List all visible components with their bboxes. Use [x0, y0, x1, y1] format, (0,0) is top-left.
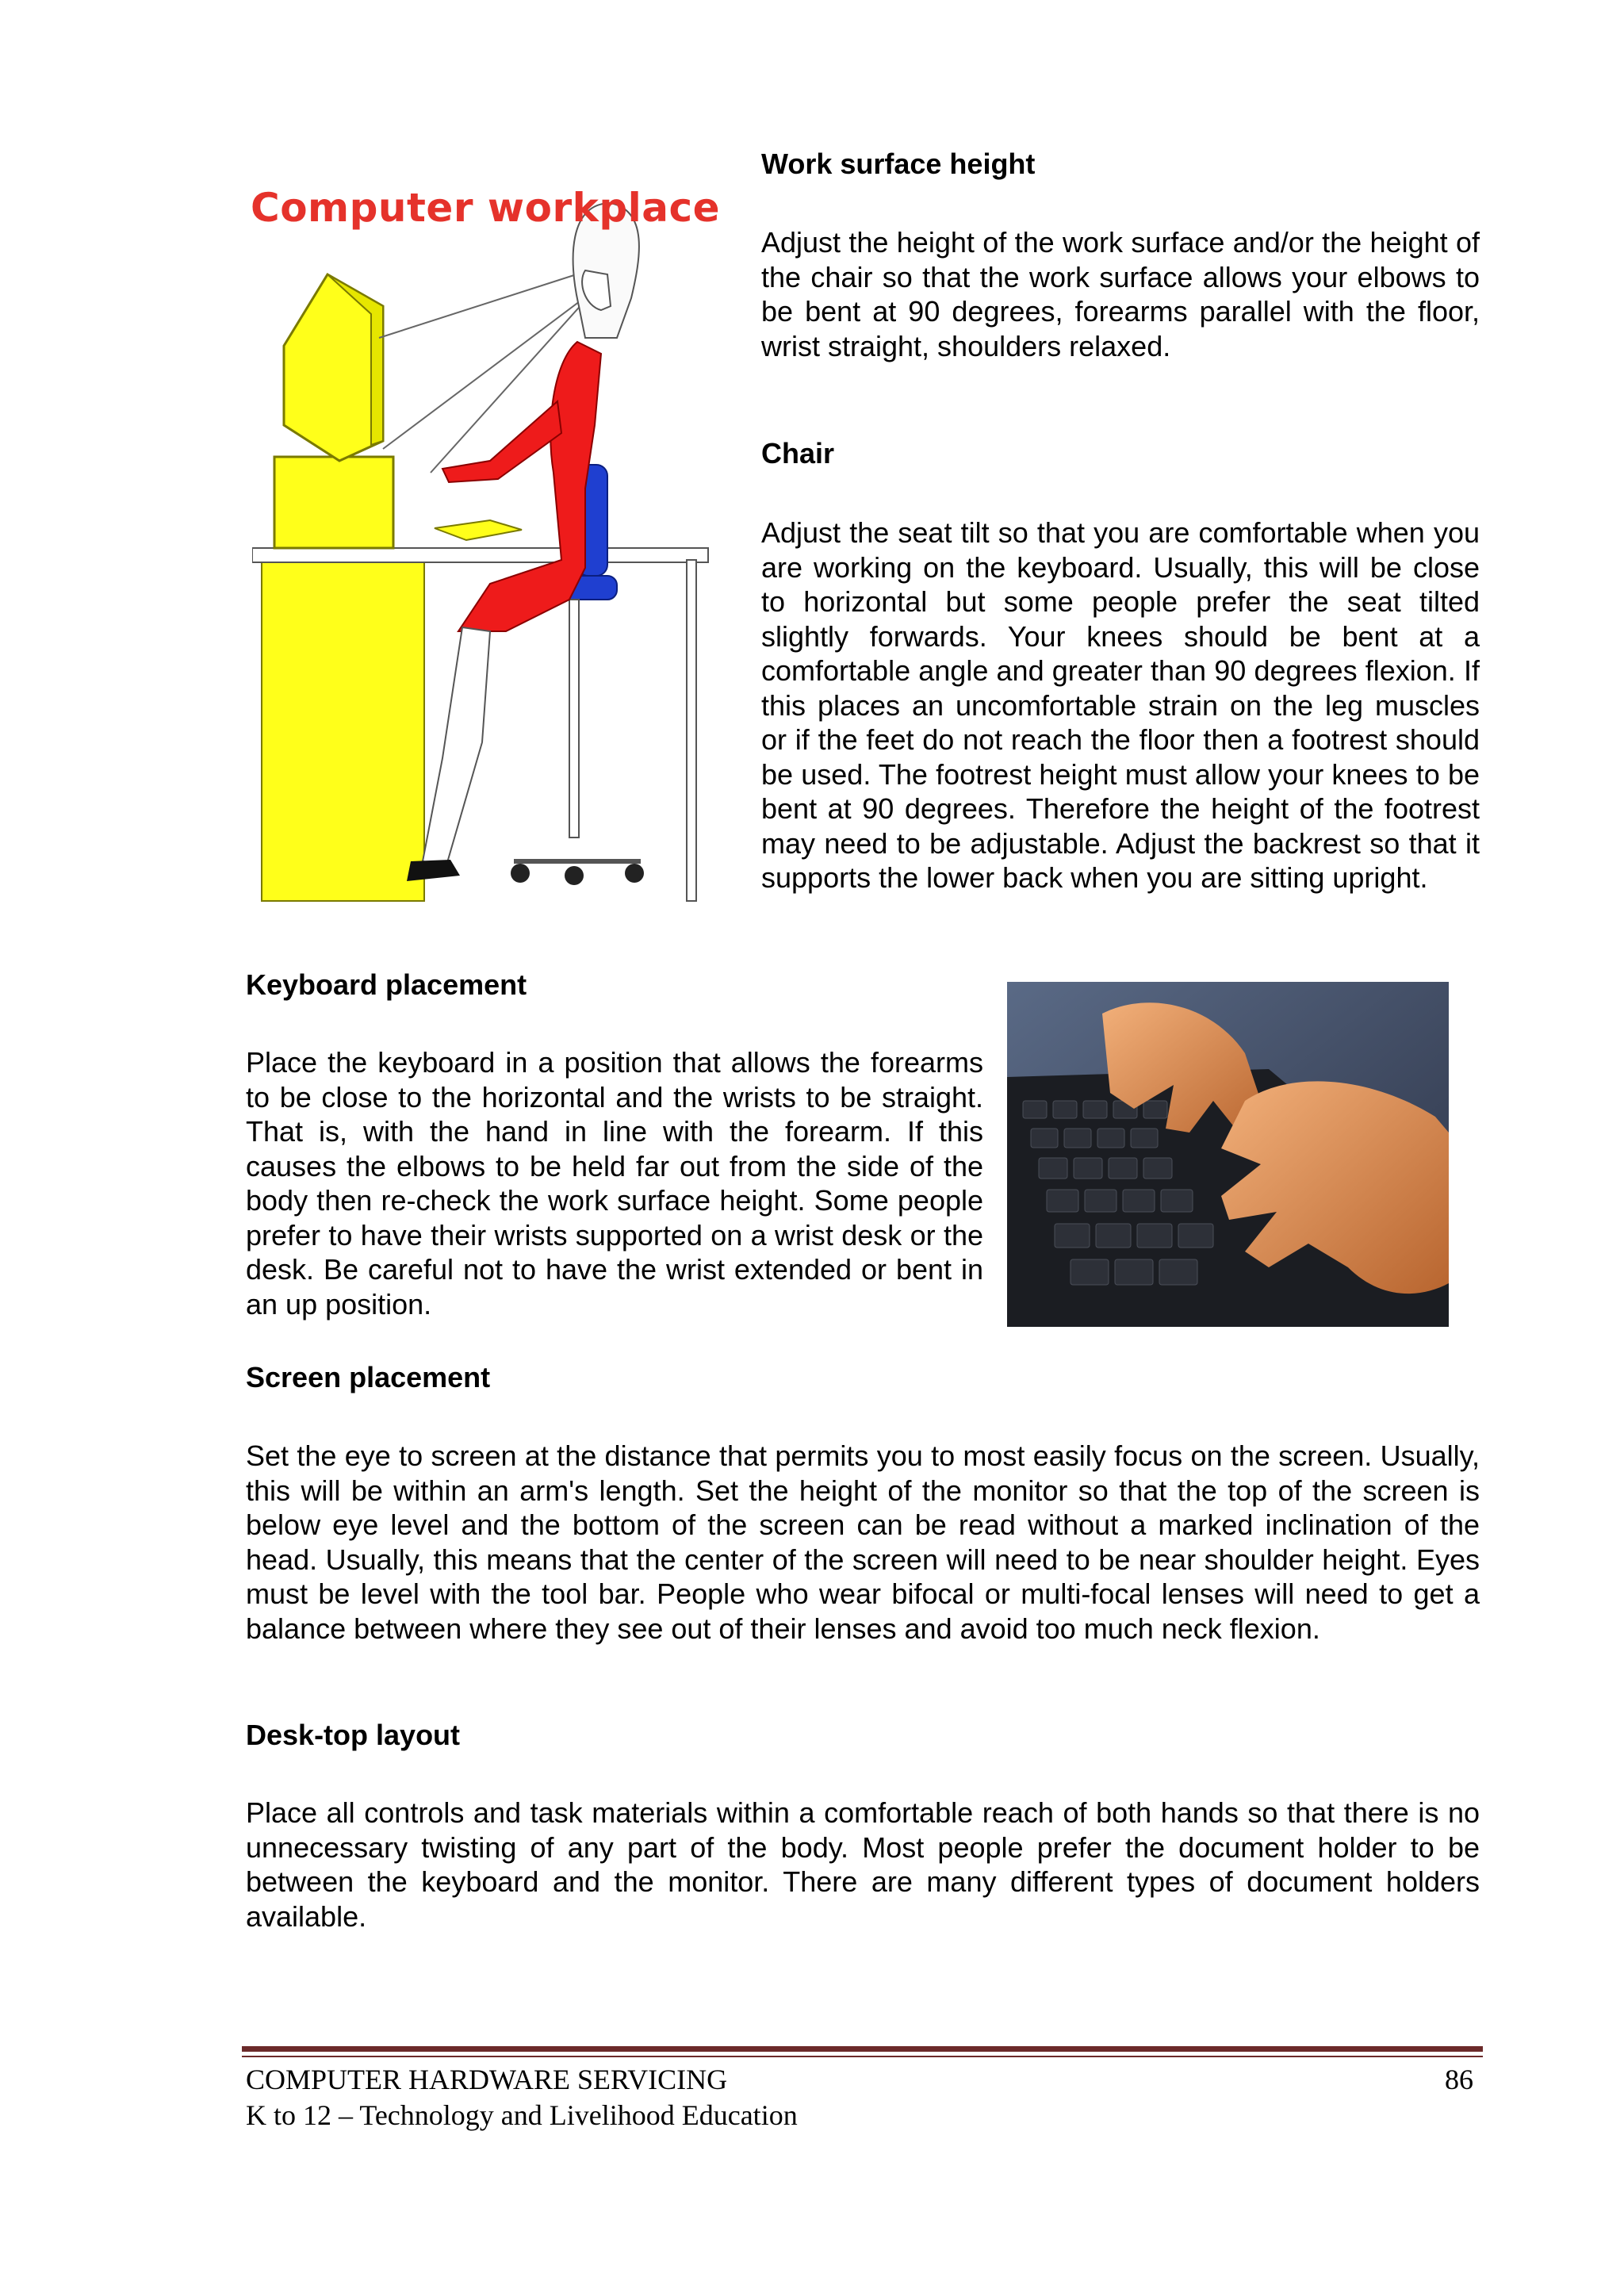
- footer-subject: COMPUTER HARDWARE SERVICING: [246, 2064, 728, 2095]
- footer-program: K to 12 – Technology and Livelihood Education: [246, 2099, 798, 2131]
- sight-line-top: [379, 266, 601, 338]
- heading-chair: Chair: [761, 437, 835, 470]
- keyboard: [435, 520, 522, 540]
- person-shoe: [407, 860, 460, 881]
- chair-wheel-right: [625, 864, 644, 883]
- paragraph-screen-placement: Set the eye to screen at the distance that permits you to most easily focus on the screen. Usually, this will be within an arm's length. Set the height of the monitor so that the top of the screen is below eye level and the bottom of the screen can be read without a marked inclination of the head. Usually, this means that the center of the screen will need to be near shoulder height. Eyes must be level with the tool bar. People who wear bifocal or multi-focal lenses will need to get a balance between where they see out of their lenses and avoid too much neck flexion.: [246, 1439, 1480, 1645]
- person-arm: [442, 401, 561, 482]
- typing-hands-photo: [1007, 982, 1449, 1327]
- chair-wheel-left: [511, 864, 530, 883]
- footer-rule-thin: [242, 2056, 1483, 2057]
- typing-hands-drawing: [1007, 982, 1449, 1327]
- page-number: 86: [1445, 2064, 1473, 2095]
- paragraph-desk-top-layout: Place all controls and task materials within a comfortable reach of both hands so that there is no unnecessary twisting of any part of the body. Most people prefer the document holder to be between the keyboard and the monitor. There are many different types of document holders available.: [246, 1796, 1480, 1933]
- computer-workplace-illustration: [252, 187, 720, 913]
- heading-keyboard-placement: Keyboard placement: [246, 968, 527, 1001]
- paragraph-work-surface-height: Adjust the height of the work surface and/or the height of the chair so that the work surface allows your elbows to be bent at 90 degrees, forearms parallel with the floor, wrist straight, shoulders relaxed.: [761, 226, 1480, 362]
- heading-desk-top-layout: Desk-top layout: [246, 1719, 461, 1751]
- person-leg: [423, 627, 490, 865]
- workplace-drawing: [252, 187, 720, 913]
- footer-rule: [242, 2046, 1483, 2052]
- desk-cabinet: [262, 560, 424, 901]
- chair-post: [569, 600, 579, 838]
- heading-screen-placement: Screen placement: [246, 1361, 491, 1393]
- computer-case: [274, 457, 393, 548]
- desk-leg: [687, 560, 696, 901]
- paragraph-keyboard-placement: Place the keyboard in a position that allows the forearms to be close to the horizontal and the wrists to be straight. That is, with the hand in line with the forearm. If this causes the elbows to be held far out from the side of the body then re-check the work surface height. Some people prefer to have their wrists supported on a wrist desk or the desk. Be careful not to have the wrist extended or bent in an up position.: [246, 1046, 983, 1320]
- paragraph-chair: Adjust the seat tilt so that you are comfortable when you are working on the keyboard. Usually, this will be close to horizontal but some people prefer the seat tilted slightly forwards. Your knees should be bent at a comfortable angle and greater than 90 degrees flexion. If this places an uncomfortable strain on the leg muscles or if the feet do not reach the floor then a footrest should be used. The footrest height must allow your knees to be bent at 90 degrees. Therefore the height of the footrest may need to be adjustable. Adjust the backrest so that it supports the lower back when you are sitting upright.: [761, 516, 1480, 894]
- figure-title: Computer workplace: [251, 185, 721, 231]
- desk-top: [252, 548, 708, 562]
- chair-wheel-center: [565, 866, 584, 885]
- heading-work-surface-height: Work surface height: [761, 148, 1036, 180]
